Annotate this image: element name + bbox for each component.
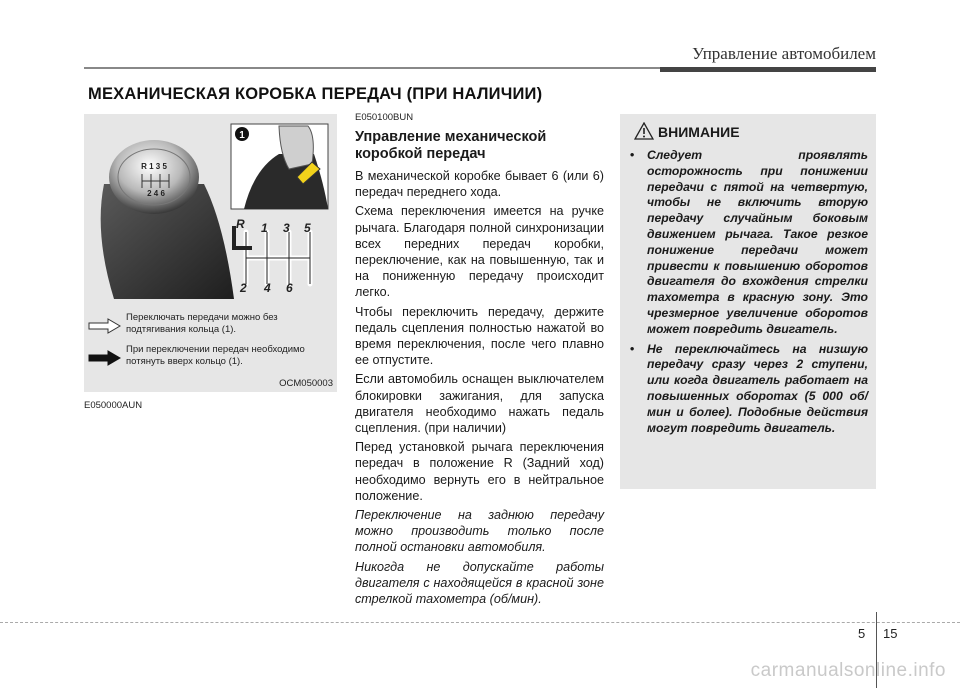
chapter-number: 5 [858, 626, 866, 641]
caution-title: ВНИМАНИЕ [658, 124, 740, 140]
svg-text:1: 1 [239, 130, 245, 141]
gearshift-illustration [84, 114, 337, 306]
italic-note: Переключение на заднюю передачу можно производить только после полной остановки автомобиля. [355, 508, 604, 555]
paragraph: Чтобы переключить передачу, держите педаль сцепления полностью нажатой во время переключения, после чего плавно ее отпустите. [355, 304, 604, 368]
gearshift-figure [84, 114, 337, 392]
shift-knob [109, 140, 199, 214]
figure-legend: Переключать передачи можно без подтягивания кольца (1). При переключении передач необходимо потянуть вверх кольцо (1). [84, 306, 337, 392]
pattern-label-3: 3 [283, 221, 290, 235]
solid-arrow-icon [88, 350, 122, 366]
caution-list [630, 148, 868, 440]
pattern-label-1: 1 [261, 221, 268, 235]
main-text-column [355, 112, 604, 610]
paragraph: Схема переключения имеется на ручке рычага. Благодаря полной синхронизации всех передних передач коробки, переключение, как на повышенную, так и на пониженную передачу происходит легко. [355, 204, 604, 300]
footer-rule [0, 622, 960, 623]
paragraph: Перед установкой рычага переключения передач в положение R (Задний ход) необходимо вернуть его в нейтральное положение. [355, 440, 604, 503]
knob-gears-top: R 1 3 5 [141, 162, 167, 171]
section-code: E050100BUN [355, 112, 414, 123]
figure-ref-code: E050000AUN [84, 400, 143, 411]
caution-box [620, 114, 876, 489]
page-number: 15 [883, 626, 898, 641]
pattern-label-6: 6 [286, 281, 293, 295]
paragraph: В механической коробке бывает 6 (или 6) передач переднего хода. [355, 169, 604, 200]
pattern-label-4: 4 [264, 281, 271, 295]
subsection-heading: Управление механической коробкой передач [355, 129, 547, 162]
pattern-label-2: 2 [240, 281, 247, 295]
paragraph: Если автомобиль оснащен выключателем блокировки зажигания, для запуска двигателя необходимо нажать педаль сцепления. (при наличии) [355, 372, 604, 436]
caution-item: • Не переключайтесь на низшую передачу сразу через 2 ступени, или когда двигатель работает на повышенных оборотах (5 000 об/мин и более). Подобные действия могут повредить двигатель. [630, 341, 868, 435]
watermark: carmanualsonline.info [750, 660, 946, 681]
pattern-label-5: 5 [304, 221, 311, 235]
section-title: МЕХАНИЧЕСКАЯ КОРОБКА ПЕРЕДАЧ (ПРИ НАЛИЧИИ) [88, 85, 543, 103]
italic-note: Никогда не допускайте работы двигателя с находящейся в красной зоне стрелкой тахометра (об/мин). [355, 559, 604, 607]
warning-triangle-icon [634, 122, 654, 140]
figure-code: OCM050003 [279, 378, 333, 389]
running-header: Управление автомобилем [692, 44, 876, 63]
pattern-label-r: R [236, 217, 245, 231]
outline-arrow-icon [88, 318, 122, 334]
header-tab-bar [660, 67, 876, 72]
caution-item: • Следует проявлять осторожность при понижении передачи с пятой на четвертую, чтобы не включить вторую передачу случайным боковым движением рычага. Такое резкое понижение передачи может привести к повышению оборотов двигателя до вхождения стрелки тахометра в красную зону. Это чрезмерное увеличение оборотов может повредить двигатель. [630, 148, 868, 336]
knob-gears-bottom: 2 4 6 [147, 189, 165, 198]
